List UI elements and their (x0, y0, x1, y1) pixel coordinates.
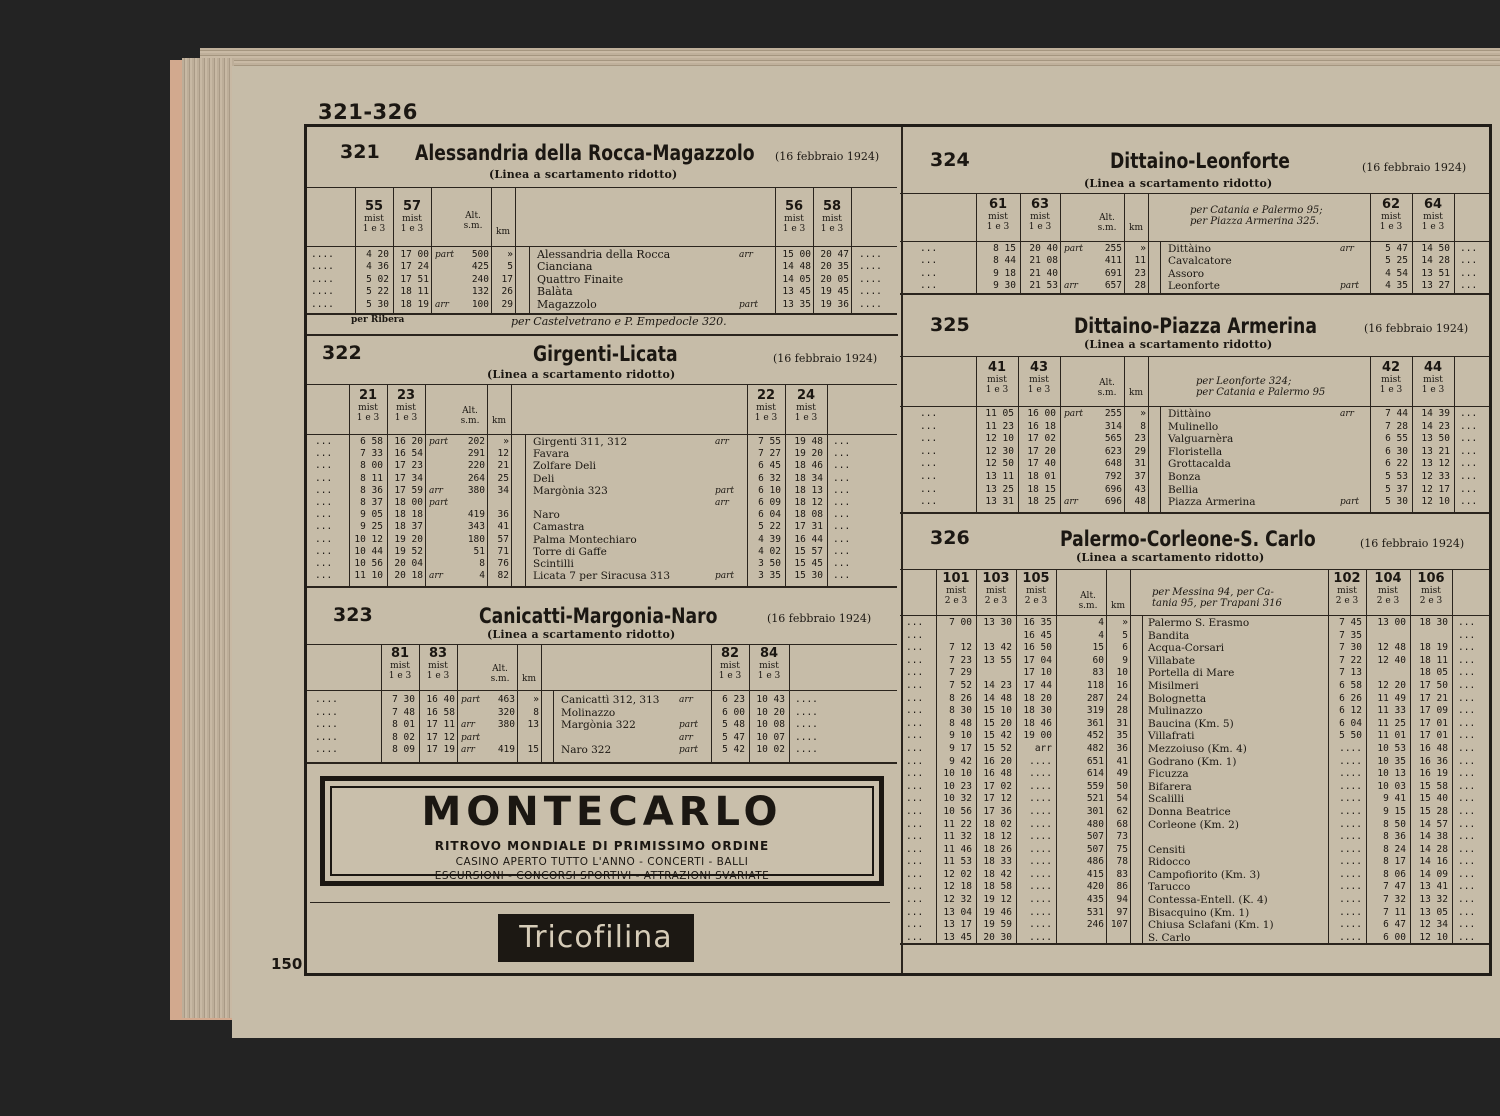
table-subtitle: (Linea a scartamento ridotto) (1084, 338, 1273, 351)
train-23-times: 16 20 16 54 17 23 17 34 17 59 18 00 18 18 18 37 19 20 19 52 20 04 20 18 (394, 436, 423, 582)
table-date: (16 febbraio 1924) (775, 150, 880, 163)
km-column: » 12 21 25 34 36 41 57 71 76 82 (497, 436, 509, 582)
table-325 (900, 300, 1489, 518)
rule (1056, 569, 1057, 945)
ad-line-3: ESCURSIONI - CONCORSI SPORTIVI - ATTRAZIONI SVARIATE (434, 870, 770, 882)
rule (900, 512, 1489, 514)
rule (511, 384, 512, 588)
train-84-times: 10 43 10 20 10 08 10 07 10 02 (756, 694, 785, 756)
station-list: Dittàino Cavalcatore Assoro Leonforte (1168, 243, 1232, 293)
table-title: Palermo-Corleone-S. Carlo (1060, 527, 1316, 551)
table-number: 323 (333, 604, 373, 626)
station-list: Palermo S. Erasmo Bandita Acqua-Corsari Villabate Portella di Mare Misilmeri Bolognetta Mulinazzo Baucina (Km. 5) Villafrati Mezzoiuso (Km. 4) Godrano (Km. 1) Ficuzza Bifarera Scalilli Donna Beatrice Corleone (Km. 2) Censiti Ridocco Campofiorito (Km. 3) Tarucco Contessa-Entell. (K. 4) Bisacquino (Km. 1) Chiusa Sclafani (Km. 1) S. Carlo (1148, 617, 1274, 944)
altitude-header: Alt. s.m. (1078, 591, 1098, 611)
train-103-header: 103 mist 2 e 3 (982, 571, 1010, 606)
table-title: Dittaino-Piazza Armerina (1074, 314, 1317, 338)
train-21-times: 6 58 7 33 8 00 8 11 8 36 8 37 9 05 9 25 10 12 10 44 10 56 11 10 (354, 436, 383, 582)
rule (1148, 193, 1149, 295)
rule (900, 193, 1489, 194)
note-ribera: per Ribera (351, 315, 405, 325)
rule (1060, 356, 1061, 514)
rule (1148, 356, 1149, 514)
station-list: Canicattì 312, 313 Molinazzo Margònia 322 Naro 322 (561, 694, 660, 757)
table-subtitle: (Linea a scartamento ridotto) (487, 628, 676, 641)
km-header: km (522, 674, 536, 684)
table-date: (16 febbraio 1924) (773, 352, 878, 365)
train-24-times: 19 48 19 20 18 46 18 34 18 13 18 12 18 08 17 31 16 44 15 57 15 45 15 30 (794, 436, 823, 582)
dots-column: ... ... ... ... ... ... ... ... ... ... ... ... (833, 436, 851, 582)
km-column: » 5 6 9 10 16 24 28 31 35 36 41 49 50 54 62 68 73 75 78 83 86 94 97 107 (1110, 617, 1128, 931)
train-21-header: 21 mist 1 e 3 (356, 388, 380, 423)
altitude-header: Alt. s.m. (463, 211, 483, 231)
rule (900, 356, 1489, 357)
altitude-column: 202 291 220 264 380 419 343 180 51 8 4 (467, 436, 485, 582)
train-43-times: 16 00 16 18 17 02 17 20 17 40 18 01 18 15 18 25 (1027, 408, 1056, 508)
table-number: 324 (930, 149, 970, 171)
altitude-column: 255 411 691 657 (1104, 243, 1122, 292)
table-322 (307, 336, 897, 590)
train-103-times: 13 30 13 42 13 55 14 23 14 48 15 10 15 20 15 42 15 52 16 20 16 48 17 02 17 12 17 36 18 02 18 12 18 26 18 33 18 42 18 58 19 12 19 46 19 59 20 30 (983, 617, 1012, 943)
rule (851, 187, 852, 315)
train-82-header: 82 mist 1 e 3 (718, 646, 742, 681)
rule (827, 384, 828, 588)
dots-column: ... ... ... ... ... ... ... ... ... ... ... ... ... ... ... ... ... ... ... ... ... ... ... ... ... ... (1458, 617, 1476, 943)
train-105-header: 105 mist 2 e 3 (1022, 571, 1050, 606)
direction-left: part arr (435, 250, 455, 310)
rule (553, 690, 554, 762)
rule (307, 434, 897, 435)
table-title: Canicatti-Margonia-Naro (479, 604, 718, 628)
rule (900, 241, 1489, 242)
rule (900, 569, 1489, 570)
train-102-times: 7 45 7 35 7 30 7 22 7 13 6 58 6 26 6 12 6 04 5 50 .... .... .... .... .... .... .... .... .... .... .... .... .... .... .... .... (1339, 617, 1362, 943)
train-58-times: 20 47 20 35 20 05 19 45 19 36 (820, 249, 849, 310)
altitude-header: Alt. s.m. (1097, 378, 1117, 398)
table-date: (16 febbraio 1924) (1360, 537, 1465, 550)
direction-left: part arr part arr (461, 695, 481, 756)
train-57-times: 17 00 17 24 17 51 18 11 18 19 (400, 249, 429, 310)
table-date: (16 febbraio 1924) (1362, 161, 1467, 174)
altitude-column: 255 314 565 623 648 792 696 696 (1104, 408, 1122, 508)
table-number: 321 (340, 141, 380, 163)
rule (515, 187, 516, 315)
dots-column: ... ... ... ... ... ... ... ... (1460, 408, 1478, 508)
train-82-times: 6 23 6 00 5 48 5 47 5 42 (722, 694, 745, 756)
train-63-times: 20 40 21 08 21 40 21 53 (1029, 243, 1058, 292)
train-83-times: 16 40 16 58 17 11 17 12 17 19 (426, 694, 455, 756)
ad-title: MONTECARLO (421, 789, 783, 835)
train-23-header: 23 mist 1 e 3 (394, 388, 418, 423)
montecarlo-advertisement (320, 776, 884, 886)
station-list: Girgenti 311, 312 Favara Zolfare Deli Deli Margònia 323 Naro Camastra Palma Montechiaro Torre di Gaffe Scintilli Licata 7 per Siracusa 313 (533, 436, 671, 583)
rule (1160, 241, 1161, 293)
rule (307, 762, 897, 764)
train-64-header: 64 mist 1 e 3 (1421, 197, 1445, 232)
rule (525, 434, 526, 586)
train-104-times: 13 00 12 48 12 40 12 20 11 49 11 33 11 25 11 01 10 53 10 35 10 13 10 03 9 41 9 15 8 50 8 36 8 24 8 17 8 06 7 47 7 32 7 11 6 47 6 00 (1377, 617, 1406, 943)
table-title: Alessandria della Rocca-Magazzolo (415, 141, 755, 165)
connection-note: per Leonforte 324; per Catania e Palermo 95 (1196, 376, 1326, 398)
dots-column: .... .... .... .... .... (795, 694, 818, 756)
rule (307, 246, 897, 247)
rule (1060, 193, 1061, 295)
table-number: 322 (322, 342, 362, 364)
page-number: 150 (271, 955, 303, 973)
rule (529, 246, 530, 314)
dots-column: .... .... .... .... .... (315, 694, 338, 756)
rule (900, 293, 1489, 295)
dots-column: .... .... .... .... .... (311, 249, 334, 310)
dots-column: .... .... .... .... .... (859, 249, 882, 310)
train-57-header: 57 mist 1 e 3 (400, 199, 424, 234)
table-number: 325 (930, 314, 970, 336)
table-number: 326 (930, 527, 970, 549)
rule (307, 586, 897, 588)
rule (307, 384, 897, 385)
train-43-header: 43 mist 1 e 3 (1027, 360, 1051, 395)
rule (457, 644, 458, 764)
train-61-header: 61 mist 1 e 3 (986, 197, 1010, 232)
train-44-header: 44 mist 1 e 3 (1421, 360, 1445, 395)
rule (425, 384, 426, 588)
train-81-times: 7 30 7 48 8 01 8 02 8 09 (392, 694, 415, 756)
train-63-header: 63 mist 1 e 3 (1028, 197, 1052, 232)
altitude-header: Alt. s.m. (1097, 213, 1117, 233)
km-header: km (492, 416, 506, 426)
page-edges-left (182, 58, 234, 1018)
direction-left: part arr (1064, 409, 1084, 508)
rule (1452, 569, 1453, 945)
dots-column: ... ... ... ... ... ... ... ... ... ... ... ... ... ... ... ... ... ... ... ... ... ... ... ... ... ... (906, 617, 924, 943)
train-105-times: 16 35 16 45 16 50 17 04 17 10 17 44 18 20 18 30 18 46 19 00 arr .... .... .... .... .... .... .... .... .... .... .... .... .... .... .... (1023, 617, 1052, 943)
altitude-column: 463 320 380 419 (497, 694, 515, 756)
train-64-times: 14 50 14 28 13 51 13 27 (1421, 243, 1450, 292)
rule (1454, 356, 1455, 514)
table-subtitle: (Linea a scartamento ridotto) (1076, 551, 1265, 564)
dots-column: ... ... ... ... (920, 243, 938, 292)
ad-separator (310, 902, 890, 903)
km-column: » 8 13 15 (527, 694, 539, 756)
rule (431, 187, 432, 315)
train-56-times: 15 00 14 48 14 05 13 45 13 35 (782, 249, 811, 310)
train-83-header: 83 mist 1 e 3 (426, 646, 450, 681)
km-column: » 11 23 28 (1134, 243, 1146, 292)
tricofilina-advertisement: Tricofilina (498, 914, 694, 962)
ad-tagline: RITROVO MONDIALE DI PRIMISSIMO ORDINE (434, 839, 770, 853)
train-22-header: 22 mist 1 e 3 (754, 388, 778, 423)
km-column: » 5 17 26 29 (501, 249, 513, 310)
train-55-times: 4 20 4 36 5 02 5 22 5 30 (366, 249, 389, 310)
train-42-header: 42 mist 1 e 3 (1379, 360, 1403, 395)
train-56-header: 56 mist 1 e 3 (782, 199, 806, 234)
rule (900, 615, 1489, 616)
rule (541, 644, 542, 764)
train-102-header: 102 mist 2 e 3 (1333, 571, 1361, 606)
train-41-header: 41 mist 1 e 3 (985, 360, 1009, 395)
altitude-column: 500 425 240 132 100 (471, 249, 489, 310)
km-header: km (1111, 601, 1125, 611)
page-header: 321-326 (318, 100, 418, 124)
train-106-header: 106 mist 2 e 3 (1417, 571, 1445, 606)
km-header: km (496, 227, 510, 237)
table-321 (307, 127, 897, 337)
direction-left: part arr part arr (429, 437, 449, 582)
station-list: Alessandria della Rocca Cianciana Quattro Finaite Balàta Magazzolo (537, 248, 671, 311)
rule (307, 690, 897, 691)
direction-right: arr part (739, 250, 759, 310)
table-326 (900, 519, 1489, 971)
train-104-header: 104 mist 2 e 3 (1374, 571, 1402, 606)
train-62-header: 62 mist 1 e 3 (1379, 197, 1403, 232)
train-41-times: 11 05 11 23 12 10 12 30 12 50 13 11 13 25 13 31 (985, 408, 1014, 508)
altitude-header: Alt. s.m. (460, 406, 480, 426)
train-62-times: 5 47 5 25 4 54 4 35 (1385, 243, 1408, 292)
train-42-times: 7 44 7 28 6 55 6 30 6 22 5 53 5 37 5 30 (1385, 408, 1408, 508)
km-header: km (1129, 223, 1143, 233)
direction-right: arr part arr part (679, 695, 699, 756)
altitude-header: Alt. s.m. (490, 664, 510, 684)
connection-note: per Messina 94, per Ca- tania 95, per Trapani 316 (1152, 587, 1282, 609)
rule (789, 644, 790, 764)
dots-column: ... ... ... ... ... ... ... ... ... ... ... ... (315, 436, 333, 582)
train-61-times: 8 15 8 44 9 18 9 30 (993, 243, 1016, 292)
rule (307, 187, 897, 188)
altitude-column: 4 4 15 60 83 118 287 319 361 452 482 651 614 559 521 301 480 507 507 486 415 420 435 531 246 (1086, 617, 1104, 931)
train-24-header: 24 mist 1 e 3 (794, 388, 818, 423)
train-44-times: 14 39 14 23 13 50 13 21 13 12 12 33 12 17 12 10 (1421, 408, 1450, 508)
train-106-times: 18 30 18 19 18 11 18 05 17 50 17 21 17 09 17 01 17 01 16 48 16 36 16 19 15 58 15 40 15 28 14 57 14 38 14 28 14 16 14 09 13 41 13 32 13 05 12 34 12 10 (1419, 617, 1448, 943)
rule (1130, 569, 1131, 945)
rule (1160, 406, 1161, 512)
rule (307, 644, 897, 645)
train-22-times: 7 55 7 27 6 45 6 32 6 10 6 09 6 04 5 22 4 39 4 02 3 50 3 35 (758, 436, 781, 582)
rule (1454, 193, 1455, 295)
table-date: (16 febbraio 1924) (767, 612, 872, 625)
connection-note: per Castelvetrano e P. Empedocle 320. (511, 315, 727, 328)
km-column: » 8 23 29 31 37 43 48 (1134, 408, 1146, 508)
rule (900, 406, 1489, 407)
table-324 (900, 127, 1489, 299)
train-58-header: 58 mist 1 e 3 (820, 199, 844, 234)
rule (1142, 615, 1143, 943)
direction-right: arr part (1340, 409, 1360, 508)
table-title: Dittaino-Leonforte (1110, 149, 1290, 173)
direction-right: arr part (1340, 244, 1360, 292)
km-header: km (1129, 388, 1143, 398)
train-101-times: 7 00 7 12 7 23 7 29 7 52 8 26 8 30 8 48 9 10 9 17 9 42 10 10 10 23 10 32 10 56 11 22 11 32 11 46 11 53 12 02 12 18 12 32 13 04 13 17 13 45 (943, 617, 972, 943)
train-84-header: 84 mist 1 e 3 (757, 646, 781, 681)
station-list: Dittàino Mulinello Valguarnèra Floristella Grottacalda Bonza Bellia Piazza Armerina (1168, 408, 1256, 509)
direction-right: arr part arr part (715, 437, 735, 582)
ad-line-2: CASINO APERTO TUTTO L'ANNO - CONCERTI - BALLI (455, 856, 749, 868)
table-title: Girgenti-Licata (533, 342, 678, 366)
table-323 (307, 592, 897, 770)
dots-column: ... ... ... ... (1460, 243, 1478, 292)
table-subtitle: (Linea a scartamento ridotto) (1084, 177, 1273, 190)
train-55-header: 55 mist 1 e 3 (362, 199, 386, 234)
table-date: (16 febbraio 1924) (1364, 322, 1469, 335)
connection-note: per Catania e Palermo 95; per Piazza Armerina 325. (1190, 205, 1323, 227)
table-subtitle: (Linea a scartamento ridotto) (487, 368, 676, 381)
train-101-header: 101 mist 2 e 3 (942, 571, 970, 606)
direction-left: part arr (1064, 244, 1084, 292)
dots-column: ... ... ... ... ... ... ... ... (920, 408, 938, 508)
train-81-header: 81 mist 1 e 3 (388, 646, 412, 681)
table-subtitle: (Linea a scartamento ridotto) (489, 168, 678, 181)
